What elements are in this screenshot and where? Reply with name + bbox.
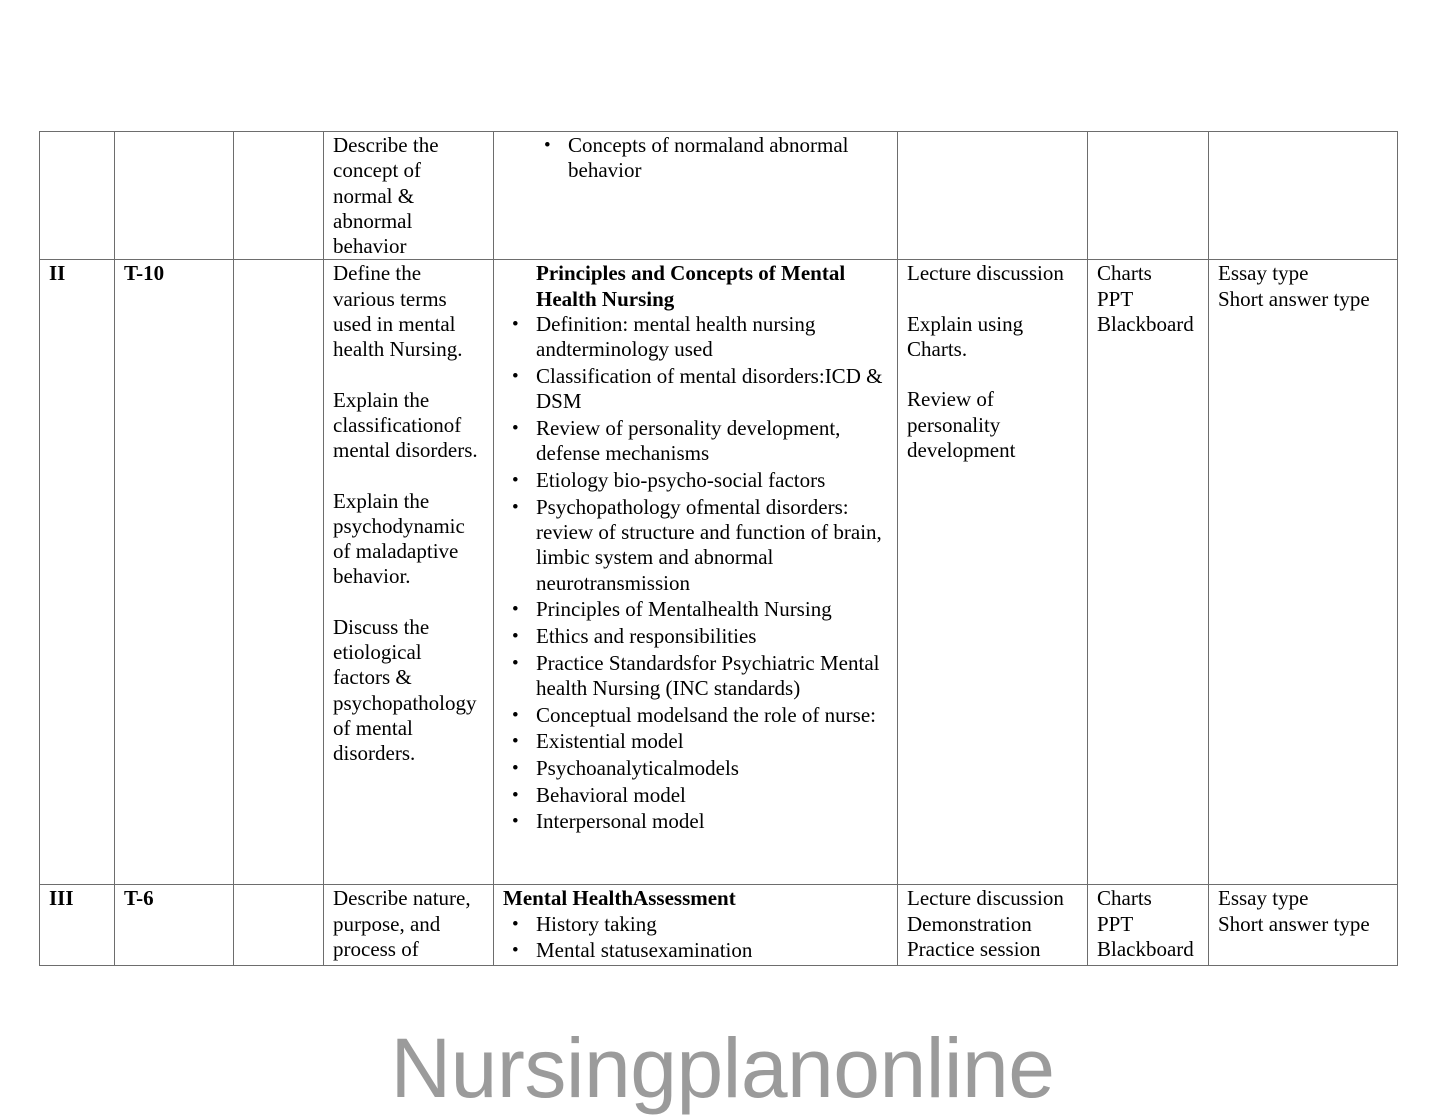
list-item: • Psychopathology ofmental disorders: review of structure and function of brain, limbic system and abnormal neurotransmission bbox=[503, 495, 888, 596]
evaluation-cell bbox=[1209, 885, 1398, 965]
list-item: • Review of personality development, defense mechanisms bbox=[503, 416, 888, 467]
objective-text: Describe the concept of normal & abnormal behavior bbox=[333, 133, 439, 259]
unit-cell: II bbox=[40, 260, 115, 885]
list-item: • Classification of mental disorders:ICD & DSM bbox=[503, 364, 888, 415]
objective-text: Describe nature, purpose, and process of bbox=[333, 886, 471, 962]
watermark: Nursingplanonline bbox=[390, 1021, 1055, 1115]
method-text bbox=[907, 362, 1078, 387]
method-text: Explain using Charts. bbox=[907, 311, 1024, 362]
method-text: Review of personality development bbox=[907, 387, 1016, 462]
unit-cell bbox=[40, 132, 115, 260]
list-item: • Etiology bio-psycho-social factors bbox=[503, 468, 888, 493]
evaluation-text: Short answer type bbox=[1218, 286, 1370, 311]
list-item: • Practice Standardsfor Psychiatric Mental health Nursing (INC standards) bbox=[503, 651, 888, 702]
list-item: • Definition: mental health nursing andterminology used bbox=[503, 312, 888, 363]
blank-cell bbox=[234, 885, 324, 965]
list-item: • Mental statusexamination bbox=[503, 938, 888, 963]
aids-cell bbox=[1088, 132, 1209, 260]
unit-cell: III bbox=[40, 885, 115, 965]
list-item: • Ethics and responsibilities bbox=[503, 624, 888, 649]
content-cell bbox=[494, 132, 898, 260]
table-row bbox=[40, 132, 1398, 260]
content-cell bbox=[494, 885, 898, 965]
list-item: • Conceptual modelsand the role of nurse: bbox=[503, 703, 888, 728]
table-row bbox=[40, 885, 1398, 965]
aids-cell bbox=[1088, 260, 1209, 885]
method-text: Practice session bbox=[907, 937, 1041, 962]
objectives-cell bbox=[324, 885, 494, 965]
methods-cell bbox=[898, 260, 1088, 885]
aid-text: Charts bbox=[1097, 261, 1152, 286]
list-item: • Existential model bbox=[503, 729, 888, 754]
topic-heading: Principles and Concepts of Mental Health Nursing bbox=[536, 261, 846, 311]
list-item: • Psychoanalyticalmodels bbox=[503, 756, 888, 781]
list-item: • Principles of Mentalhealth Nursing bbox=[503, 597, 888, 622]
topic-heading: Mental HealthAssessment bbox=[503, 886, 736, 911]
blank-cell bbox=[234, 260, 324, 885]
objectives-cell bbox=[324, 260, 494, 885]
topic-list bbox=[503, 133, 888, 184]
method-text: Demonstration bbox=[907, 911, 1032, 936]
blank-cell bbox=[234, 132, 324, 260]
method-text: Lecture discussion bbox=[907, 886, 1064, 911]
content-cell bbox=[494, 260, 898, 885]
aid-text: PPT bbox=[1097, 911, 1134, 936]
list-item: • Behavioral model bbox=[503, 783, 888, 808]
aid-text: PPT bbox=[1097, 286, 1134, 311]
aid-text: Blackboard bbox=[1097, 312, 1194, 337]
evaluation-text: Essay type bbox=[1218, 886, 1309, 911]
evaluation-cell bbox=[1209, 132, 1398, 260]
methods-cell bbox=[898, 132, 1088, 260]
table-row bbox=[40, 260, 1398, 885]
objective-text: Discuss the etiological factors & psychopathology of mental disorders. bbox=[333, 614, 477, 766]
objective-text: Explain the psychodynamic of maladaptive behavior. bbox=[333, 488, 465, 589]
objectives-cell bbox=[324, 132, 494, 260]
aid-text: Charts bbox=[1097, 886, 1152, 911]
topic-list bbox=[503, 912, 888, 964]
list-item: • Concepts of normaland abnormal behavior bbox=[503, 133, 888, 184]
syllabus-table bbox=[39, 131, 1398, 966]
objective-text: Define the various terms used in mental health Nursing. bbox=[333, 261, 463, 362]
aids-cell bbox=[1088, 885, 1209, 965]
list-item: • History taking bbox=[503, 912, 888, 937]
topic-list bbox=[503, 312, 888, 835]
method-text bbox=[907, 287, 1078, 312]
evaluation-text: Essay type bbox=[1218, 261, 1309, 286]
objective-text: Explain the classificationof mental disorders. bbox=[333, 387, 478, 463]
list-item: • Interpersonal model bbox=[503, 809, 888, 834]
methods-cell bbox=[898, 885, 1088, 965]
aid-text: Blackboard bbox=[1097, 937, 1194, 962]
time-cell: T-10 bbox=[115, 260, 234, 885]
evaluation-cell bbox=[1209, 260, 1398, 885]
table-body bbox=[40, 132, 1398, 966]
evaluation-text: Short answer type bbox=[1218, 911, 1370, 936]
time-cell bbox=[115, 132, 234, 260]
time-cell: T-6 bbox=[115, 885, 234, 965]
method-text: Lecture discussion bbox=[907, 261, 1064, 286]
